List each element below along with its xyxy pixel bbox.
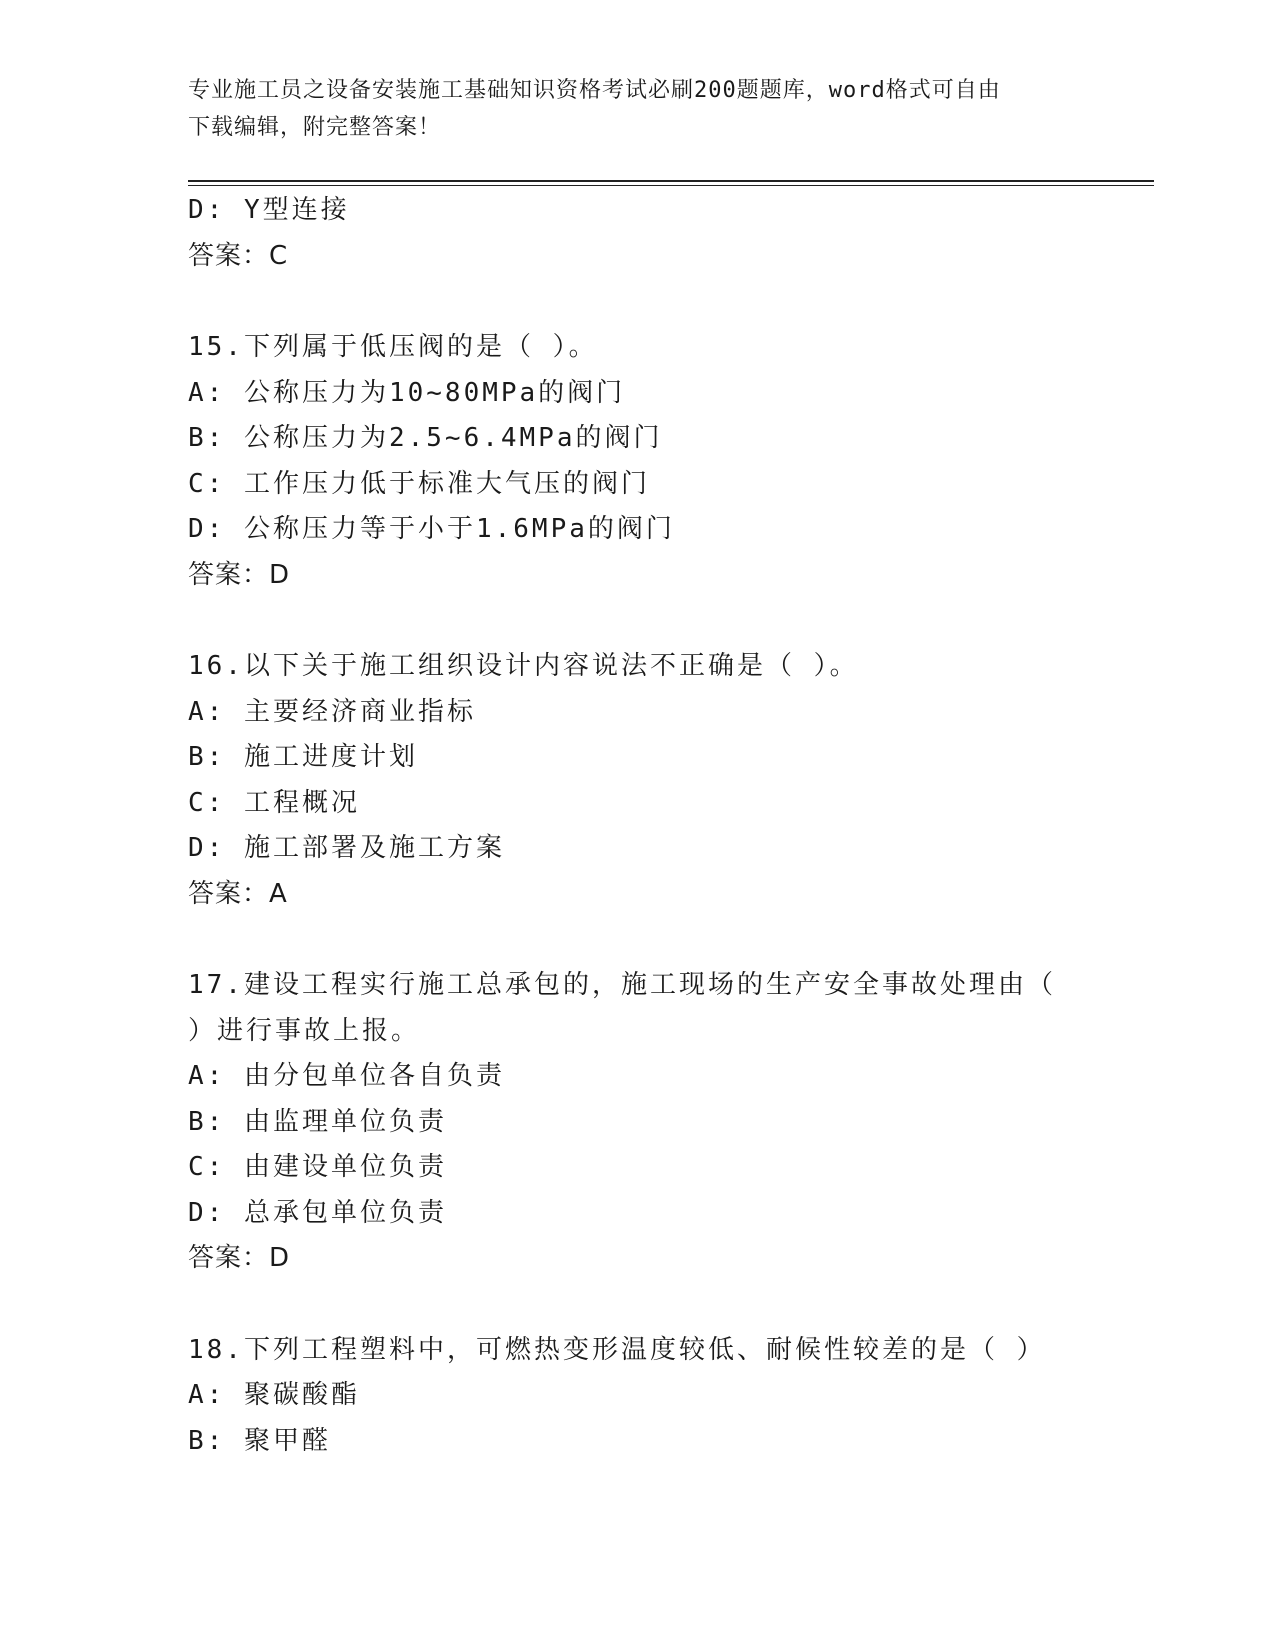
spacer (188, 917, 1088, 963)
question-14-tail (188, 188, 1088, 279)
option-c: C: 由建设单位负责 (188, 1152, 447, 1182)
question-16 (188, 644, 1088, 917)
option-d: D: 总承包单位负责 (188, 1197, 447, 1228)
answer-line: 答案：A (188, 878, 288, 909)
option-b: B: 施工进度计划 (188, 742, 418, 772)
question-15 (188, 325, 1088, 598)
option-b: B: 由监理单位负责 (188, 1106, 447, 1137)
question-list (188, 188, 1088, 1464)
header-title-line-1: 专业施工员之设备安装施工基础知识资格考试必刷200题题库，word格式可自由 (188, 78, 1001, 103)
spacer (188, 598, 1088, 644)
answer-line: 答案：C (188, 240, 289, 271)
answer-line: 答案：D (188, 1243, 291, 1273)
option-d: D: 施工部署及施工方案 (188, 833, 505, 863)
question-stem: 15.下列属于低压阀的是（ ）。 (188, 332, 598, 362)
question-stem: 16.以下关于施工组织设计内容说法不正确是（ ）。 (188, 651, 859, 681)
header-divider-thick (188, 180, 1154, 182)
option-c: C: 工作压力低于标准大气压的阀门 (188, 468, 650, 499)
spacer (188, 1282, 1088, 1328)
option-b: B: 聚甲醛 (188, 1425, 331, 1456)
answer-line: 答案：D (188, 559, 291, 590)
option-b: B: 公称压力为2.5~6.4MPa的阀门 (188, 423, 663, 453)
option-d: D: 公称压力等于小于1.6MPa的阀门 (188, 514, 675, 544)
question-18 (188, 1328, 1088, 1465)
question-stem: 18.下列工程塑料中，可燃热变形温度较低、耐候性较差的是（ ） (188, 1334, 1046, 1365)
spacer (188, 279, 1088, 325)
option-a: A: 聚碳酸酯 (188, 1380, 360, 1410)
option-a: A: 主要经济商业指标 (188, 696, 476, 727)
question-stem-line-2: ）进行事故上报。 (188, 1015, 421, 1046)
option-a: A: 由分包单位各自负责 (188, 1061, 505, 1091)
option-a: A: 公称压力为10~80MPa的阀门 (188, 377, 626, 408)
question-stem-line-1: 17.建设工程实行施工总承包的，施工现场的生产安全事故处理由（ (188, 970, 1056, 1000)
option-d: D: Y型连接 (188, 195, 350, 225)
header-divider-thin (188, 185, 1154, 186)
header-title-line-2: 下载编辑，附完整答案！ (188, 115, 442, 140)
option-c: C: 工程概况 (188, 787, 360, 818)
question-17 (188, 963, 1088, 1282)
document-header (188, 72, 1088, 146)
